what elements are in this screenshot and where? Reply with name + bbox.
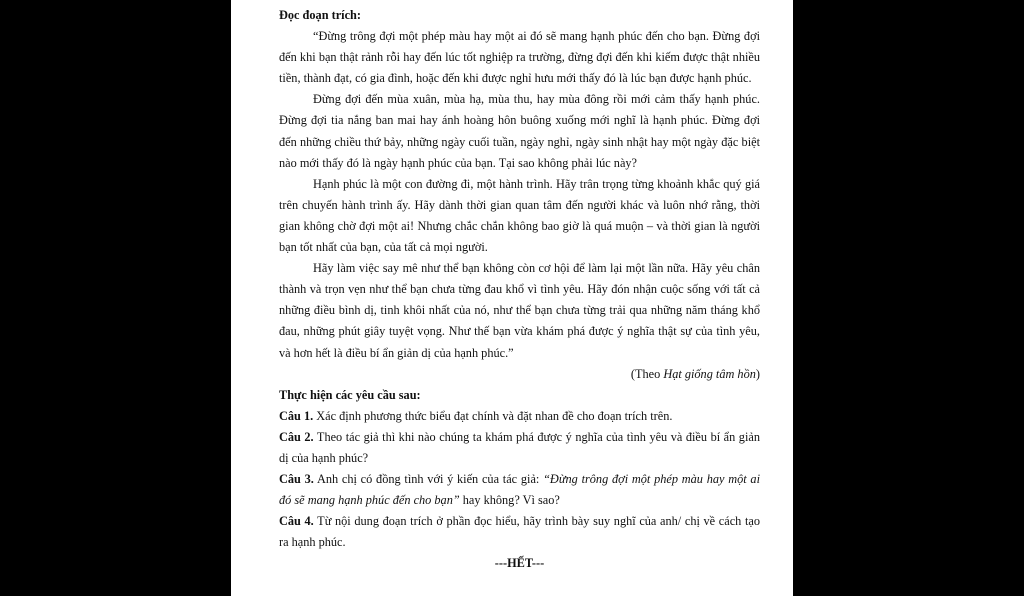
source-suffix: ) bbox=[755, 366, 760, 381]
document-content bbox=[279, 5, 760, 575]
question-2-text: Theo tác giả thì khi nào chúng ta khám phá được ý nghĩa của tình yêu và điều bí ẩn giản dị của hạnh phúc? bbox=[279, 429, 760, 465]
question-1 bbox=[279, 406, 760, 427]
excerpt-heading: Đọc đoạn trích: bbox=[279, 8, 361, 22]
excerpt-paragraph-2: Đừng đợi đến mùa xuân, mùa hạ, mùa thu, hay mùa đông rồi mới cảm thấy hạnh phúc. Đừng đợi tia nắng ban mai hay ánh hoàng hôn buông xuống mới nghĩ là hạnh phúc. Đừng đợi đến những chiều thứ bảy, những ngày cuối tuần, ngày nghỉ, ngày sinh nhật hay một ngày đặc biệt nào mới thấy đó là ngày hạnh phúc của bạn. Tại sao không phải lúc này? bbox=[279, 92, 760, 170]
source-prefix: (Theo bbox=[630, 366, 664, 381]
source-title: Hạt giống tâm hồn bbox=[663, 366, 756, 381]
question-3-quote: “Đừng trông đợi một phép màu hay một ai đó sẽ mang hạnh phúc đến cho bạn” bbox=[279, 472, 760, 508]
question-1-text: Xác định phương thức biểu đạt chính và đặt nhan đề cho đoạn trích trên. bbox=[313, 408, 673, 423]
question-4 bbox=[279, 511, 760, 553]
question-4-label: Câu 4. bbox=[279, 514, 314, 529]
excerpt-paragraph-1: “Đừng trông đợi một phép màu hay một ai đó sẽ mang hạnh phúc đến cho bạn. Đừng đợi đến khi bạn thật rảnh rỗi hay đến lúc tốt nghiệp ra trường, đừng đợi đến khi kiếm được thật nhiều tiền, thành đạt, có gia đình, hoặc đến khi được nghỉ hưu mới thấy đó là lúc bạn được hạnh phúc. bbox=[279, 29, 760, 86]
tasks-heading: Thực hiện các yêu cầu sau: bbox=[279, 387, 421, 402]
excerpt-paragraph-3: Hạnh phúc là một con đường đi, một hành trình. Hãy trân trọng từng khoảnh khắc quý giá trên chuyến hành trình ấy. Hãy dành thời gian quan tâm đến người khác và luôn nhớ rằng, thời gian không chờ đợi một ai! Nhưng chắc chắn không bao giờ là quá muộn – và thời gian là người bạn tốt nhất của bạn, của tất cả mọi người. bbox=[279, 176, 760, 255]
question-3-label: Câu 3. bbox=[279, 472, 314, 487]
question-2-label: Câu 2. bbox=[279, 429, 314, 444]
document-page bbox=[231, 0, 793, 596]
question-4-text: Từ nội dung đoạn trích ở phần đọc hiểu, hãy trình bày suy nghĩ của anh/ chị về cách tạo ra hạnh phúc. bbox=[279, 514, 760, 550]
question-3-text-before: Anh chị có đồng tình với ý kiến của tác giả: bbox=[313, 472, 544, 487]
question-3 bbox=[279, 469, 760, 511]
excerpt-paragraph-4: Hãy làm việc say mê như thể bạn không còn cơ hội để làm lại một lần nữa. Hãy yêu chân thành và trọn vẹn như thể bạn chưa từng đau khổ vì tình yêu. Hãy đón nhận cuộc sống với tất cả những điều bình dị, tinh khôi nhất của nó, như thể bạn chưa từng trải qua những năm tháng khổ đau, những phút giây tuyệt vọng. Như thế bạn vừa khám phá được ý nghĩa thật sự của tình yêu, và hơn hết là điều bí ẩn giản dị của hạnh phúc.” bbox=[279, 261, 760, 360]
question-2 bbox=[279, 427, 760, 469]
question-3-text-after: hay không? Vì sao? bbox=[459, 493, 560, 508]
end-mark: ---HẾT--- bbox=[494, 556, 545, 571]
source-citation bbox=[279, 364, 760, 385]
question-1-label: Câu 1. bbox=[279, 408, 314, 423]
